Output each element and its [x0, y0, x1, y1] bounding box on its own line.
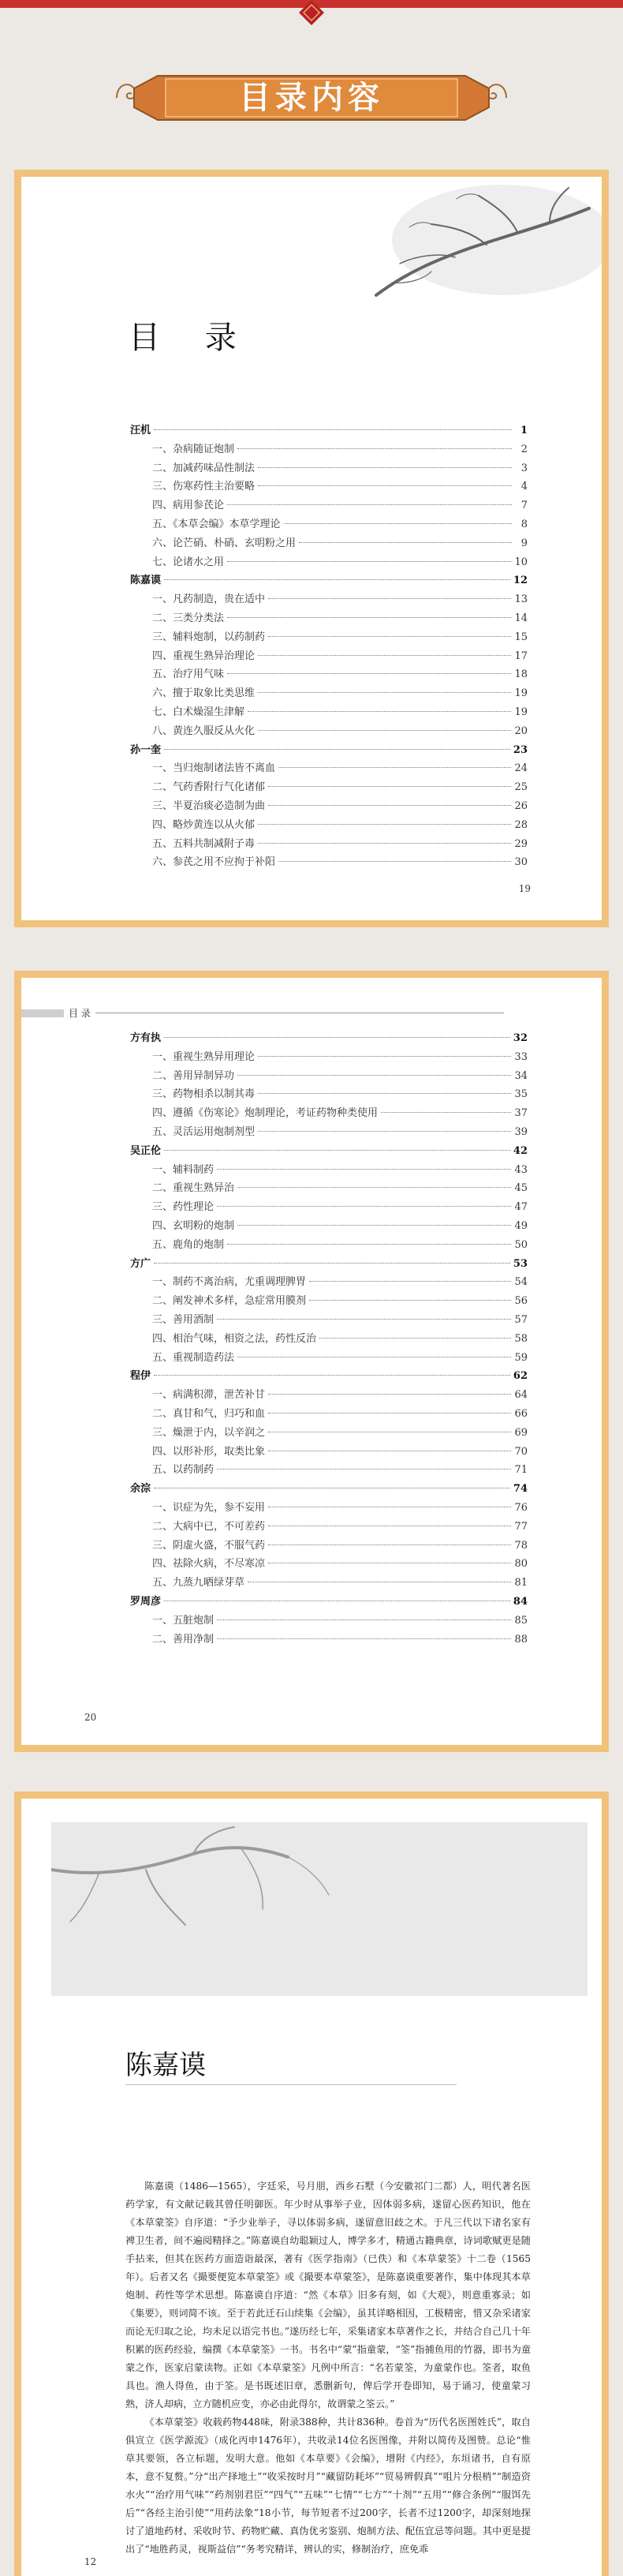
toc-page-number: 26 — [514, 799, 528, 812]
toc-leader-dots — [299, 542, 512, 543]
toc-label: 一、当归炮制诸法皆不离血 — [152, 762, 276, 775]
toc-entry — [130, 1085, 528, 1104]
toc-label: 二、真甘和气，归巧和血 — [152, 1407, 266, 1420]
toc-entry — [130, 496, 528, 515]
toc-page-number: 74 — [513, 1483, 528, 1496]
toc-label: 四、玄明粉的炮制 — [152, 1219, 235, 1232]
toc-label: 二、阐发神术多样，急症常用膜剂 — [152, 1295, 307, 1308]
toc-leader-dots — [268, 1394, 511, 1395]
toc-leader-dots — [227, 673, 511, 674]
winter-tree-illustration — [51, 1822, 588, 1996]
toc-leader-dots — [258, 824, 511, 825]
toc-entry — [130, 459, 528, 478]
toc-entry — [130, 1179, 528, 1198]
toc-entry — [130, 1104, 528, 1123]
toc-entry — [130, 684, 528, 703]
toc-leader-dots — [217, 1169, 511, 1170]
toc-entry — [130, 1349, 528, 1368]
toc-page-number: 70 — [514, 1445, 528, 1458]
toc-label: 一、病满积滞，泄苦补甘 — [152, 1389, 266, 1402]
toc-leader-dots — [268, 598, 511, 599]
toc-leader-dots — [284, 523, 512, 524]
toc-label: 罗周彦 — [130, 1595, 162, 1608]
toc-page-number: 47 — [514, 1201, 528, 1214]
toc-page-number: 34 — [514, 1069, 528, 1082]
toc-page-number: 19 — [514, 687, 528, 700]
toc-page-number: 54 — [514, 1276, 528, 1289]
toc-page-number: 66 — [514, 1407, 528, 1420]
chapter-body — [125, 2177, 531, 2559]
toc-label: 二、善用净制 — [152, 1633, 215, 1646]
toc-label: 五、五料共制减附子毒 — [152, 837, 256, 850]
toc-page-number: 17 — [514, 650, 528, 662]
toc-entry — [130, 1631, 528, 1649]
toc-entry — [130, 835, 528, 854]
toc-label: 孙一奎 — [130, 743, 162, 756]
toc-page-number: 37 — [514, 1107, 528, 1120]
toc-page-number: 56 — [514, 1295, 528, 1308]
toc-label: 五、治疗用气味 — [152, 668, 225, 681]
toc-page-number: 77 — [514, 1520, 528, 1533]
toc-entry — [130, 1330, 528, 1349]
page-toc-1 — [14, 170, 609, 927]
section-banner — [110, 69, 513, 126]
toc-page-number: 10 — [514, 556, 528, 568]
toc-entry — [130, 1405, 528, 1424]
red-diamond-ornament — [299, 0, 324, 25]
toc-page-number: 19 — [514, 706, 528, 718]
toc-leader-dots — [258, 655, 511, 656]
toc-leader-dots — [237, 1225, 511, 1226]
toc-label: 四、病用参芪论 — [152, 500, 225, 512]
toc-leader-dots — [258, 1093, 511, 1094]
toc-page-number: 33 — [514, 1050, 528, 1063]
toc-page-number: 80 — [514, 1558, 528, 1571]
toc-entry — [130, 553, 528, 572]
toc-label: 四、略炒黄连以从火郁 — [152, 818, 256, 831]
toc-leader-dots — [258, 467, 512, 468]
toc-leader-dots — [227, 1244, 511, 1245]
toc-section — [130, 1255, 528, 1274]
toc-leader-dots — [237, 1075, 511, 1076]
toc-leader-dots — [258, 692, 511, 693]
toc-entry — [130, 1499, 528, 1518]
toc-leader-dots — [319, 1338, 511, 1339]
toc-label: 方广 — [130, 1257, 151, 1270]
toc-label: 五、以药制药 — [152, 1464, 215, 1477]
toc-label: 四、以形补形，取类比象 — [152, 1445, 266, 1458]
toc-label: 三、辅料炮制，以药制药 — [152, 631, 266, 643]
toc-label: 吴正伦 — [130, 1144, 162, 1157]
toc-leader-dots — [278, 861, 511, 862]
toc-label: 方有执 — [130, 1032, 162, 1044]
winter-tree-illustration — [313, 177, 602, 335]
toc-leader-dots — [258, 730, 511, 731]
toc-label: 八、黄连久服反从火化 — [152, 724, 256, 737]
toc-label: 七、白术燥湿生津解 — [152, 706, 245, 718]
toc-section — [130, 1029, 528, 1048]
toc-leader-dots — [309, 1281, 511, 1282]
toc-section — [130, 421, 528, 440]
toc-leader-dots — [248, 711, 511, 712]
toc-label: 七、论诸水之用 — [152, 556, 225, 568]
toc-entry — [130, 816, 528, 835]
toc-label: 三、药性理论 — [152, 1201, 215, 1214]
toc-page-number: 81 — [514, 1577, 528, 1589]
toc-entry — [130, 1537, 528, 1556]
toc-page-number: 57 — [514, 1313, 528, 1326]
toc-leader-dots — [164, 579, 510, 580]
toc-label: 三、阴虚火盛，不服气药 — [152, 1539, 266, 1552]
toc-entry — [130, 440, 528, 459]
toc-page-number: 24 — [514, 762, 528, 775]
toc-page-number: 12 — [513, 575, 528, 587]
toc-label: 四、重视生熟异治理论 — [152, 650, 256, 662]
running-head-label: 目 录 — [69, 1008, 91, 1019]
toc-label: 三、药物相杀以制其毒 — [152, 1088, 256, 1101]
toc-leader-dots — [268, 805, 511, 806]
toc-entry — [130, 759, 528, 778]
toc-section — [130, 571, 528, 590]
page-number: 20 — [84, 1712, 97, 1723]
toc-label: 一、凡药制造，贵在适中 — [152, 593, 266, 606]
toc-page-number: 7 — [520, 500, 528, 512]
toc-page-number: 64 — [514, 1389, 528, 1402]
toc-page-number: 88 — [514, 1633, 528, 1646]
toc-entry — [130, 1292, 528, 1311]
toc-entry — [130, 477, 528, 496]
toc-label: 五、重视制造药法 — [152, 1351, 235, 1364]
toc-page-number: 23 — [513, 743, 528, 756]
toc-leader-dots — [164, 749, 510, 750]
toc-label: 余淙 — [130, 1483, 151, 1496]
toc-page-number: 49 — [514, 1219, 528, 1232]
toc-page-number: 2 — [520, 443, 528, 455]
toc-leader-dots — [237, 1187, 511, 1188]
toc-entry — [130, 1161, 528, 1180]
toc-page-number: 62 — [513, 1370, 528, 1383]
toc-entry — [130, 1048, 528, 1067]
toc-entry — [130, 1518, 528, 1537]
header-illustration — [51, 1822, 588, 1996]
toc-leader-dots — [258, 1056, 511, 1057]
toc-leader-dots — [154, 429, 512, 430]
toc-label: 三、善用酒制 — [152, 1313, 215, 1326]
toc-entry — [130, 797, 528, 816]
page-number: 19 — [518, 883, 531, 894]
toc-leader-dots — [268, 1544, 511, 1545]
table-of-contents — [130, 1029, 528, 1649]
toc-label: 五、《本草会编》本草学理论 — [152, 518, 281, 530]
toc-page-number: 3 — [520, 462, 528, 474]
toc-label: 程伊 — [130, 1370, 151, 1383]
toc-page-number: 25 — [514, 781, 528, 794]
toc-entry — [130, 1217, 528, 1236]
toc-leader-dots — [164, 1150, 510, 1151]
running-head-bar — [21, 1009, 64, 1017]
toc-entry — [130, 609, 528, 628]
toc-leader-dots — [217, 1319, 511, 1320]
toc-label: 二、三类分类法 — [152, 612, 225, 624]
toc-leader-dots — [217, 1619, 511, 1620]
toc-label: 四、祛除火病，不尽寒凉 — [152, 1558, 266, 1571]
toc-entry — [130, 853, 528, 872]
toc-page-number: 28 — [514, 818, 528, 831]
toc-label: 六、论芒硝、朴硝、玄明粉之用 — [152, 537, 297, 549]
banner-title: 目录内容 — [239, 80, 384, 116]
toc-entry — [130, 590, 528, 609]
table-of-contents — [130, 421, 528, 872]
toc-page-number: 8 — [520, 518, 528, 530]
toc-entry — [130, 1386, 528, 1405]
toc-label: 五、鹿角的炮制 — [152, 1238, 225, 1251]
body-paragraph: 《本草蒙筌》收载药物448味，附录388种，共计836种。卷首为“历代名医图姓氏”，取自俱宣立《医学源流》（成化丙申1476年），共收录14位名医图像，并附以简传及图赞。总论“惟草其要领，各立标题，发明大意。他如《本草要》《会编》，增附《内经》，东垣诸书，自有原本，意不复赘。”分“出产择地土”“收采按时月”“藏留防耗坏”“贸易辨假真”“咀片分根梢”“制造资水火”“治疗用气味”“药剂别君臣”“四气”“五味”“七情”“七方”“十剂”“五用”“修合条例”“服饵先后”“各经主治引使”“用药法象”18小节，每节短者不过200字，长者不过1200字，却深刻地探讨了道地药材、采收时节、药物贮藏、真伪优劣鉴别、炮制方法、配伍宜忌等问题。其中更是提出了“地胜药灵，视斯益信”“务考究精详，辨认的实，修制治疗，庶免乖 — [125, 2417, 531, 2555]
toc-entry — [130, 647, 528, 666]
toc-leader-dots — [227, 561, 511, 562]
toc-page-number: 59 — [514, 1351, 528, 1364]
toc-page-number: 50 — [514, 1238, 528, 1251]
toc-entry — [130, 1461, 528, 1480]
toc-label: 六、擅于取象比类思维 — [152, 687, 256, 700]
toc-page-number: 39 — [514, 1125, 528, 1138]
toc-label: 二、加减药味品性制法 — [152, 462, 256, 474]
toc-page-number: 71 — [514, 1464, 528, 1477]
toc-page-number: 15 — [514, 631, 528, 643]
page-chapter — [14, 1792, 609, 2576]
toc-page-number: 1 — [520, 425, 528, 436]
toc-leader-dots — [268, 636, 511, 637]
toc-page-number: 32 — [513, 1032, 528, 1044]
toc-entry — [130, 1555, 528, 1574]
toc-entry — [130, 665, 528, 684]
page-toc-2 — [14, 971, 609, 1752]
toc-entry — [130, 1424, 528, 1443]
toc-leader-dots — [258, 1131, 511, 1132]
toc-page-number: 53 — [513, 1257, 528, 1270]
toc-label: 一、重视生熟异用理论 — [152, 1050, 256, 1063]
toc-page-number: 43 — [514, 1163, 528, 1176]
toc-label: 一、制药不离治病，尤重调理脾胃 — [152, 1276, 307, 1289]
running-head — [21, 1006, 504, 1020]
toc-label: 三、伤寒药性主治要略 — [152, 481, 256, 493]
toc-leader-dots — [217, 1206, 511, 1207]
chapter-title: 陈嘉谟 — [125, 2050, 206, 2081]
toc-section — [130, 1593, 528, 1612]
toc-leader-dots — [381, 1112, 511, 1113]
toc-label: 一、辅料制药 — [152, 1163, 215, 1176]
toc-label: 五、灵活运用炮制剂型 — [152, 1125, 256, 1138]
toc-entry — [130, 534, 528, 553]
toc-entry — [130, 1612, 528, 1631]
toc-leader-dots — [237, 448, 512, 449]
toc-leader-dots — [217, 1638, 511, 1639]
toc-leader-dots — [309, 1300, 511, 1301]
toc-section — [130, 1142, 528, 1161]
toc-section — [130, 741, 528, 760]
toc-page-number: 20 — [514, 724, 528, 737]
toc-label: 二、重视生熟异治 — [152, 1182, 235, 1195]
toc-leader-dots — [164, 1037, 510, 1038]
toc-page-number: 18 — [514, 668, 528, 681]
toc-page-number: 30 — [514, 856, 528, 869]
toc-entry — [130, 1273, 528, 1292]
toc-label: 二、善用异制异功 — [152, 1069, 235, 1082]
toc-leader-dots — [268, 786, 511, 787]
toc-entry — [130, 722, 528, 741]
toc-label: 三、燥泄于内，以辛润之 — [152, 1426, 266, 1439]
toc-entry — [130, 1067, 528, 1086]
toc-leader-dots — [278, 767, 511, 768]
toc-page-number: 58 — [514, 1332, 528, 1345]
toc-entry — [130, 515, 528, 534]
toc-page-number: 13 — [514, 593, 528, 606]
toc-entry — [130, 1443, 528, 1462]
toc-page-number: 78 — [514, 1539, 528, 1552]
toc-page-number: 45 — [514, 1182, 528, 1195]
toc-label: 一、杂病随证炮制 — [152, 443, 235, 455]
toc-page-number: 29 — [514, 837, 528, 850]
toc-entry — [130, 778, 528, 797]
chapter-rule — [125, 2084, 457, 2085]
toc-page-number: 69 — [514, 1426, 528, 1439]
toc-label: 陈嘉谟 — [130, 575, 162, 587]
toc-leader-dots — [154, 1375, 510, 1376]
page-number: 12 — [84, 2556, 97, 2567]
toc-entry — [130, 1123, 528, 1142]
toc-leader-dots — [227, 504, 512, 505]
toc-page-number: 9 — [520, 537, 528, 549]
toc-label: 二、气药香附行气化诸郁 — [152, 781, 266, 794]
toc-entry — [130, 703, 528, 722]
toc-entry — [130, 1236, 528, 1255]
toc-label: 四、遵循《伤寒论》炮制理论，考证药物种类使用 — [152, 1107, 379, 1120]
toc-leader-dots — [227, 617, 511, 618]
toc-page-number: 4 — [520, 481, 528, 493]
toc-page-number: 76 — [514, 1501, 528, 1514]
toc-page-number: 35 — [514, 1088, 528, 1101]
toc-page-number: 42 — [513, 1144, 528, 1157]
toc-label: 四、相治气味，相资之法，药性反治 — [152, 1332, 317, 1345]
toc-entry — [130, 1311, 528, 1330]
toc-page-number: 85 — [514, 1614, 528, 1627]
toc-label: 三、半夏治痰必造制为曲 — [152, 799, 266, 812]
toc-label: 五、九蒸九晒绿芽草 — [152, 1577, 245, 1589]
toc-entry — [130, 628, 528, 647]
toc-label: 一、五脏炮制 — [152, 1614, 215, 1627]
toc-page-number: 84 — [513, 1595, 528, 1608]
toc-label: 二、大病中已，不可差药 — [152, 1520, 266, 1533]
toc-section — [130, 1367, 528, 1386]
toc-leader-dots — [217, 1469, 511, 1470]
toc-page-number: 14 — [514, 612, 528, 624]
toc-label: 汪机 — [130, 425, 151, 436]
toc-label: 一、识症为先，参不妄用 — [152, 1501, 266, 1514]
toc-entry — [130, 1198, 528, 1217]
toc-leader-dots — [258, 485, 512, 486]
toc-leader-dots — [258, 843, 511, 844]
page-heading: 目 录 — [129, 320, 254, 356]
toc-section — [130, 1480, 528, 1499]
toc-label: 六、参芪之用不应拘于补阳 — [152, 856, 276, 869]
toc-leader-dots — [154, 1263, 510, 1264]
body-paragraph: 陈嘉谟（1486—1565），字廷采，号月朋，西乡石墅（今安徽祁门二都）人，明代著名医药学家，有文献记载其曾任明御医。年少时从事举子业，因体弱多病，遂留心医药知识，他在《本草蒙筌》自序道：“予少业举子，寻以体弱多病，遂留意旧歧之术。于凡三代以下诸名家有裨卫生者，间不遍阅精择之。”陈嘉谟自幼聪颖过人，博学多才，精通古籍典章，诗词歌赋更是随手拈来，但其在医药方面造诣最深，著有《医学指南》（已佚）和《本草蒙筌》十二卷（1565年）。后者又名《撮要便览本草蒙筌》或《撮要本草蒙筌》，是陈嘉谟重要著作，集中体现其本草炮制、药性等学术思想。陈嘉谟自序道：“然《本草》旧多有刻，如《大观》，则意重寡录；如《集要》，则词简不该。至于若此迁石山续集《会编》，虽其详略相因，工极精密，惜又杂采诸家而论无归取之论，均未足以语完书也。”遂历经七年，采集诸家本草著作之长，并结合自己几十年积累的医药经验，编撰《本草蒙筌》一书。书名中“蒙”指童蒙，“筌”指捕鱼用的竹器，即书为童蒙之作，医家启蒙读物。正如《本草蒙筌》凡例中所言：“名若蒙筌，为童蒙作也。筌者，取鱼具也。渔人得鱼，由于筌。是书既述旧章，悉删新句，俾后学开卷即知，易于诵习，使童蒙习熟，济人却病，立方随机应变，亦必由此得尔，故谓蒙之筌云。” — [125, 2181, 532, 2409]
toc-entry — [130, 1574, 528, 1593]
